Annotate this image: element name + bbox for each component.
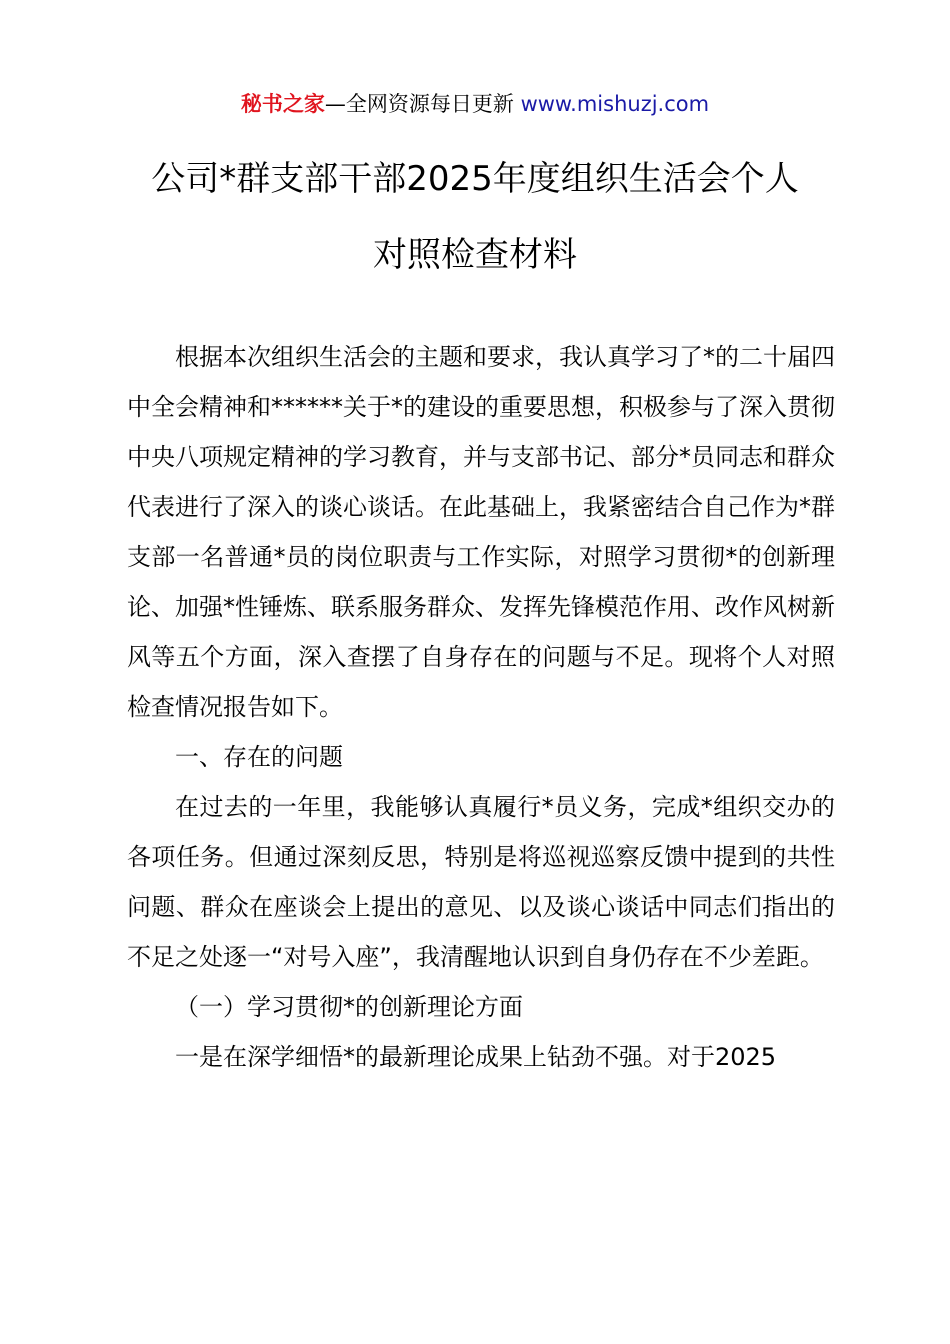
header-tagline: —全网资源每日更新 (324, 92, 521, 116)
subsection-heading-theory: （一）学习贯彻*的创新理论方面 (175, 993, 523, 1021)
brand-name: 秘书之家 (240, 92, 325, 116)
paragraph-point-one: 一是在深学细悟*的最新理论成果上钻劲不强。对于2025 (175, 1043, 777, 1071)
paragraph-overview: 在过去的一年里，我能够认真履行*员义务，完成*组织交办的各项任务。但通过深刻反思，特别是将巡视巡察反馈中提到的共性问题、群众在座谈会上提出的意见、以及谈心谈话中同志们指出的不足之处逐一“对号入座”，我清醒地认识到自身仍存在不少差距。 (127, 793, 835, 971)
paragraph-intro: 根据本次组织生活会的主题和要求，我认真学习了*的二十届四中全会精神和******关于*的建设的重要思想，积极参与了深入贯彻中央八项规定精神的学习教育，并与支部书记、部分*员同志和群众代表进行了深入的谈心谈话。在此基础上，我紧密结合自己作为*群支部一名普通*员的岗位职责与工作实际，对照学习贯彻*的创新理论、加强*性锤炼、联系服务群众、发挥先锋模范作用、改作风树新风等五个方面，深入查摆了自身存在的问题与不足。现将个人对照检查情况报告如下。 (127, 343, 835, 721)
document-title-line-2: 对照检查材料 (373, 235, 577, 275)
document-title-line-1: 公司*群支部干部2025年度组织生活会个人 (151, 159, 799, 199)
document-body (127, 332, 835, 1082)
section-heading-problems: 一、存在的问题 (175, 743, 343, 771)
site-header (0, 86, 950, 122)
site-url-link[interactable]: www.mishuzj.com (520, 92, 710, 116)
